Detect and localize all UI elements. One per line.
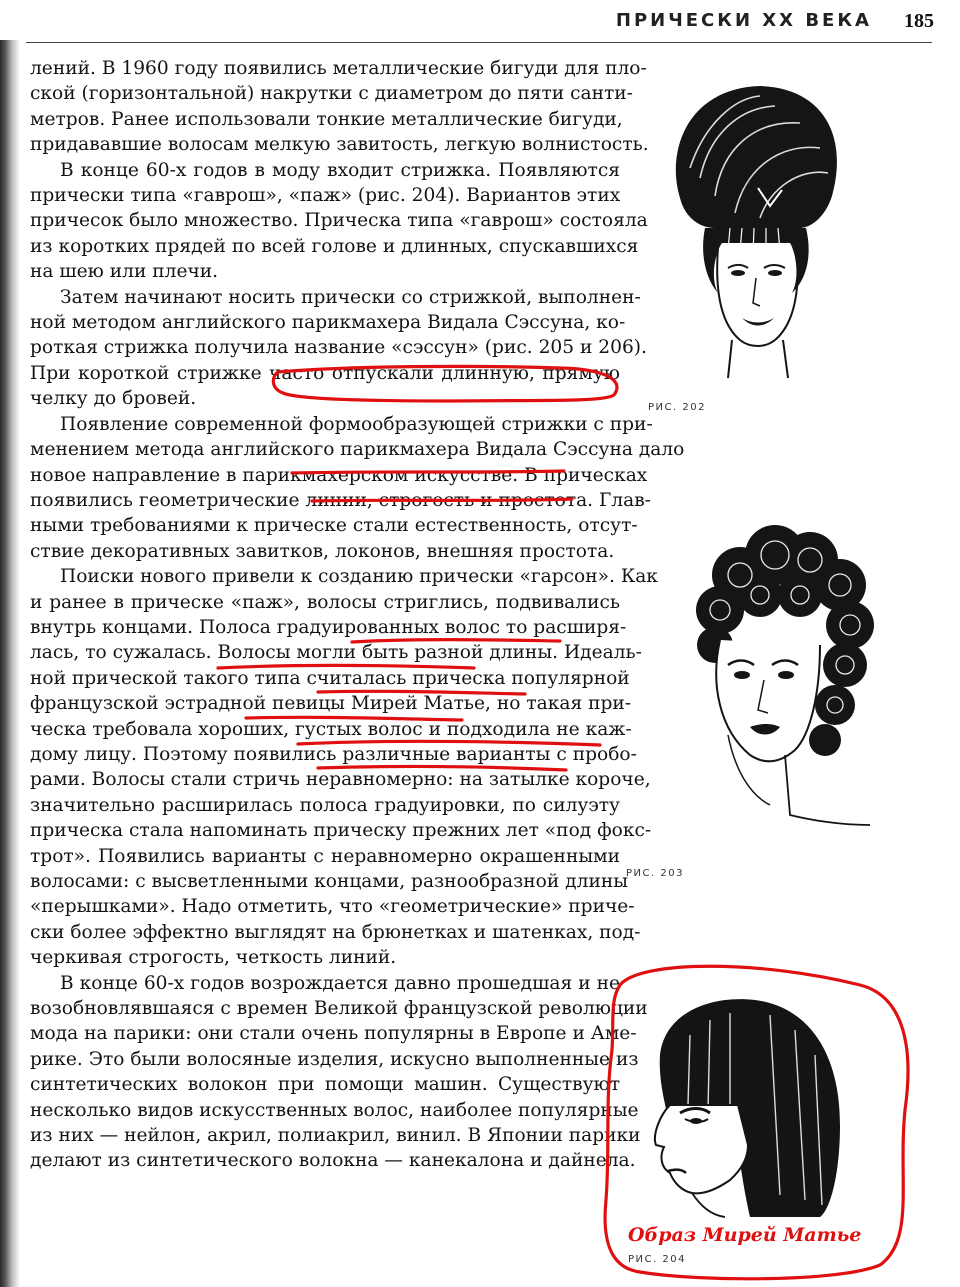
text-line: Появление современной формообразующей стрижки с при- xyxy=(60,413,653,435)
text-line: волосами: с высветленными концами, разнообразной длины xyxy=(30,871,629,892)
text-line: несколько видов искусственных волос, наиболее популярные xyxy=(30,1099,639,1121)
figure-203-caption: РИС. 203 xyxy=(626,868,684,879)
running-title: ПРИЧЕСКИ ХХ ВЕКА xyxy=(615,10,872,31)
text-line: лений. В 1960 году появились металлические бигуди для пло- xyxy=(30,58,647,79)
text-line: французской эстрадной певицы Мирей Матье, но такая при- xyxy=(30,693,632,715)
text-line: возобновлявшаяся с времен Великой французской революции xyxy=(30,998,648,1020)
page-edge-shadow xyxy=(0,40,20,1287)
paragraph-3 xyxy=(30,285,647,412)
text-line: ческа требовала хороших, густых волос и подходила не каж- xyxy=(30,718,632,740)
figure-204-caption: РИС. 204 xyxy=(628,1254,686,1265)
text-line: на шею или плечи. xyxy=(30,261,219,283)
figure-203-curly-updo-illustration xyxy=(680,515,880,845)
text-line: появились геометрические линии, строгость и простота. Глав- xyxy=(30,489,651,511)
text-line: челку до бровей. xyxy=(30,388,197,410)
text-line: новое направление в парикмахерском искусстве. В прическах xyxy=(30,464,648,486)
text-line: При короткой стрижке часто отпускали длинную, прямую xyxy=(30,362,620,384)
text-line: роткая стрижка получила название «сэссун» (рис. 205 и 206). xyxy=(30,337,647,359)
red-handwritten-note: Образ Мирей Матье xyxy=(628,1224,862,1246)
text-line: метров. Ранее использовали тонкие металлические бигуди, xyxy=(30,108,623,130)
figure-202-beehive-illustration xyxy=(660,78,850,398)
text-line: Поиски нового привели к созданию прически «гарсон». Как xyxy=(60,566,658,588)
text-line: лась, то сужалась. Волосы могли быть разной длины. Идеаль- xyxy=(30,642,642,664)
text-line: ской (горизонтальной) накрутки с диаметром до пяти санти- xyxy=(30,83,633,105)
paragraph-4 xyxy=(30,412,685,564)
figure-202-caption: РИС. 202 xyxy=(648,402,706,413)
paragraph-2 xyxy=(30,158,648,285)
text-line: ски более эффектно выглядят на брюнетках и шатенках, под- xyxy=(30,921,641,943)
text-line: прически типа «гаврош», «паж» (рис. 204). Вариантов этих xyxy=(30,185,621,207)
text-line: из коротких прядей по всей голове и длинных, спускавшихся xyxy=(30,235,639,257)
text-line: «перышками». Надо отметить, что «геометрические» приче- xyxy=(30,896,635,918)
text-line: внутрь концами. Полоса градуированных волос то расширя- xyxy=(30,616,627,638)
text-line: дому лицу. Поэтому появились различные варианты с пробо- xyxy=(30,743,637,765)
header-rule xyxy=(26,42,932,43)
text-line: ными требованиями к прическе стали естественность, отсут- xyxy=(30,515,638,537)
text-line: значительно расширилась полоса градуировки, по силуэту xyxy=(30,794,620,816)
text-line: придававшие волосам мелкую завитость, легкую волнистость. xyxy=(30,134,649,156)
text-line: прическа стала напоминать прическу прежних лет «под фокс- xyxy=(30,820,652,842)
text-line: В конце 60-х годов в моду входит стрижка. Появляются xyxy=(60,159,620,181)
text-line: менением метода английского парикмахера Видала Сэссуна дало xyxy=(30,439,685,461)
text-line: ствие декоративных завитков, локонов, внешняя простота. xyxy=(30,540,615,562)
text-line: рике. Это были волосяные изделия, искусно выполненные из xyxy=(30,1048,639,1070)
text-line: синтетических волокон при помощи машин. Существуют xyxy=(30,1074,620,1096)
text-line: делают из синтетического волокна — канекалона и дайнела. xyxy=(30,1150,636,1172)
text-line: и ранее в прическе «паж», волосы стриглись, подвивались xyxy=(30,591,620,613)
figure-204-pageboy-illustration xyxy=(630,995,850,1225)
text-line: мода на парики: они стали очень популярны в Европе и Аме- xyxy=(30,1023,637,1045)
text-line: рами. Волосы стали стричь неравномерно: на затылке короче, xyxy=(30,769,651,791)
paragraph-6 xyxy=(30,971,648,1174)
text-line: В конце 60-х годов возрождается давно прошедшая и не xyxy=(60,972,620,994)
text-line: Затем начинают носить прически со стрижкой, выполнен- xyxy=(60,286,641,308)
paragraph-1 xyxy=(30,56,649,158)
text-line: ной прической такого типа считалась прическа популярной xyxy=(30,667,630,689)
page-number: 185 xyxy=(904,10,934,32)
text-line: трот». Появились варианты с неравномерно окрашенными xyxy=(30,845,620,867)
text-line: из них — нейлон, акрил, полиакрил, винил. В Японии парики xyxy=(30,1125,641,1147)
text-line: черкивая строгость, четкость линий. xyxy=(30,947,397,969)
text-line: причесок было множество. Прическа типа «гаврош» состояла xyxy=(30,210,648,232)
text-line: ной методом английского парикмахера Видала Сэссуна, ко- xyxy=(30,312,626,334)
